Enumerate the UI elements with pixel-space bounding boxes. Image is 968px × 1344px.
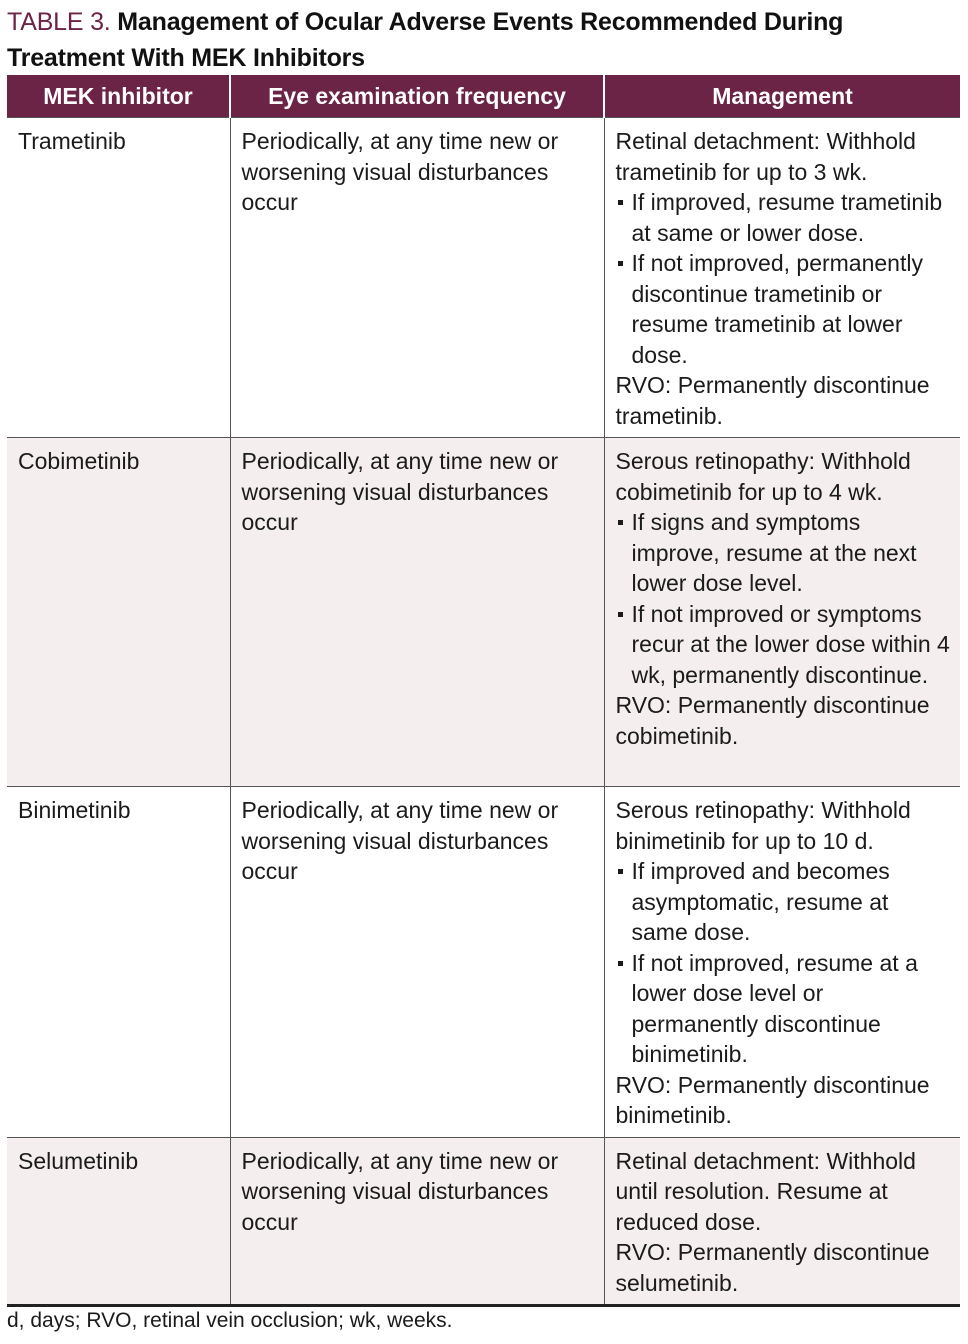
management-bullet: If signs and symptoms improve, resume at the next lower dose level. [616,507,951,599]
management-rvo: RVO: Permanently discontinue selumetinib. [615,1239,930,1296]
table-number: TABLE 3. [7,8,111,36]
management-intro: Retinal detachment: Withhold until resolution. Resume at reduced dose. [615,1147,916,1235]
drug-cell: Binimetinib [7,787,230,1138]
drug-cell: Cobimetinib [7,438,230,787]
management-bullet: If not improved, permanently discontinue trametinib or resume trametinib at lower dose. [616,248,951,370]
management-rvo: RVO: Permanently discontinue trametinib. [615,372,930,429]
table-row [7,1137,960,1306]
drug-cell: Selumetinib [7,1137,230,1306]
column-header-management: Management [604,75,960,118]
frequency-cell: Periodically, at any time new or worsening visual disturbances occur [230,438,604,787]
management-cell [604,438,960,787]
frequency-cell: Periodically, at any time new or worsening visual disturbances occur [230,787,604,1138]
table-row [7,787,960,1138]
frequency-cell: Periodically, at any time new or worsening visual disturbances occur [230,118,604,438]
management-intro: Serous retinopathy: Withhold binimetinib for up to 10 d. [615,797,911,854]
management-rvo: RVO: Permanently discontinue binimetinib. [615,1071,930,1128]
table-title [7,4,957,76]
management-bullet: If improved and becomes asymptomatic, resume at same dose. [616,856,951,948]
column-header-mek-inhibitor: MEK inhibitor [7,75,230,118]
mek-ocular-table [7,75,960,1307]
table-row [7,438,960,787]
drug-cell: Trametinib [7,118,230,438]
management-cell [604,787,960,1138]
management-intro: Retinal detachment: Withhold trametinib for up to 3 wk. [615,128,916,185]
table-header [7,75,960,118]
management-cell [604,1137,960,1306]
table-row [7,118,960,438]
column-header-exam-frequency: Eye examination frequency [230,75,604,118]
management-cell [604,118,960,438]
management-bullet: If not improved, resume at a lower dose level or permanently discontinue binimetinib. [616,948,951,1070]
management-rvo: RVO: Permanently discontinue cobimetinib. [615,692,930,749]
frequency-cell: Periodically, at any time new or worsening visual disturbances occur [230,1137,604,1306]
table-footnote: d, days; RVO, retinal vein occlusion; wk, weeks. [7,1309,453,1332]
management-bullet: If improved, resume trametinib at same or lower dose. [616,187,951,248]
management-intro: Serous retinopathy: Withhold cobimetinib for up to 4 wk. [615,448,911,505]
management-bullet: If not improved or symptoms recur at the lower dose within 4 wk, permanently discontinue. [616,599,951,691]
table-caption: Management of Ocular Adverse Events Recommended During Treatment With MEK Inhibitors [7,8,844,72]
